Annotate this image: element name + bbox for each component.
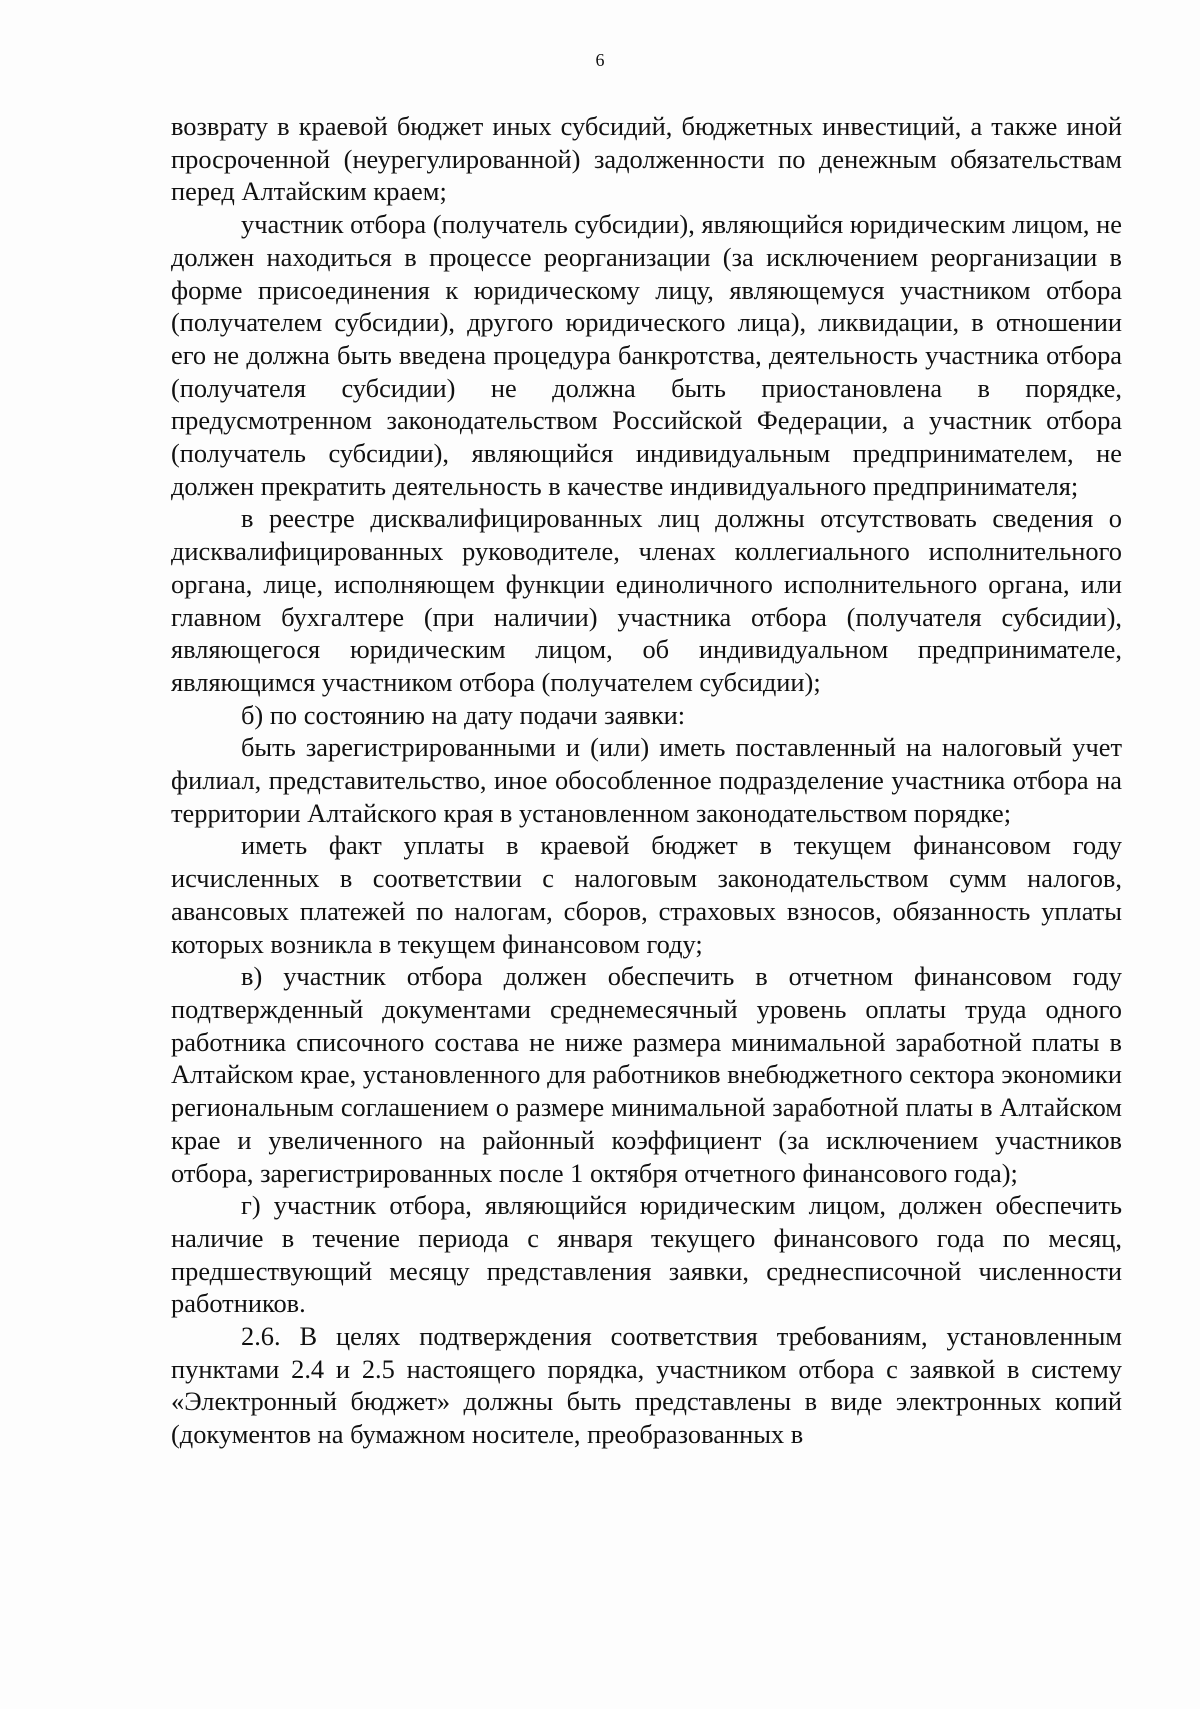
paragraph-2-6: 2.6. В целях подтверждения соответствия требованиям, установленным пунктами 2.4 и 2.5 настоящего порядка, участником отбора с заявкой в систему «Электронный бюджет» должны быть представлены в виде электронных копий (документов на бумажном носителе, преобразованных в: [171, 1321, 1122, 1450]
paragraph-tax-payment: иметь факт уплаты в краевой бюджет в текущем финансовом году исчисленных в соответствии с налоговым законодательством сумм налогов, авансовых платежей по налогам, сборов, страховых взносов, обязанность уплаты которых возникла в текущем финансовом году;: [171, 830, 1122, 959]
paragraph-reorganization: участник отбора (получатель субсидии), являющийся юридическим лицом, не должен находиться в процессе реорганизации (за исключением реорганизации в форме присоединения к юридическому лицу, являющемуся участником отбора (получателем субсидии), другого юридического лица), ликвидации, в отношении его не должна быть введена процедура банкротства, деятельность участника отбора (получателя субсидии) не должна быть приостановлена в порядке, предусмотренном законодательством Российской Федерации, а участник отбора (получатель субсидии), являющийся индивидуальным предпринимателем, не должен прекратить деятельность в качестве индивидуального предпринимателя;: [171, 209, 1122, 501]
document-body: [171, 110, 1122, 1451]
paragraph-item-g: г) участник отбора, являющийся юридическим лицом, должен обеспечить наличие в течение периода с января текущего финансового года по месяц, предшествующий месяцу представления заявки, среднесписочной численности работников.: [171, 1190, 1122, 1319]
paragraph-continuation: возврату в краевой бюджет иных субсидий, бюджетных инвестиций, а также иной просроченной (неурегулированной) задолженности по денежным обязательствам перед Алтайским краем;: [171, 111, 1122, 207]
page-number: 6: [595, 50, 605, 70]
paragraph-item-b: б) по состоянию на дату подачи заявки:: [241, 699, 686, 730]
paragraph-disqualified-registry: в реестре дисквалифицированных лиц должны отсутствовать сведения о дисквалифицированных руководителе, членах коллегиального исполнительного органа, лице, исполняющем функции единоличного исполнительного органа, или главном бухгалтере (при наличии) участника отбора (получателя субсидии), являющегося юридическим лицом, об индивидуальном предпринимателе, являющимся участником отбора (получателем субсидии);: [171, 503, 1122, 697]
paragraph-item-v: в) участник отбора должен обеспечить в отчетном финансовом году подтвержденный документами среднемесячный уровень оплаты труда одного работника списочного состава не ниже размера минимальной заработной платы в Алтайском крае, установленного для работников внебюджетного сектора экономики региональным соглашением о размере минимальной заработной платы в Алтайском крае и увеличенного на районный коэффициент (за исключением участников отбора, зарегистрированных после 1 октября отчетного финансового года);: [171, 961, 1122, 1188]
paragraph-registration: быть зарегистрированными и (или) иметь поставленный на налоговый учет филиал, представительство, иное обособленное подразделение участника отбора на территории Алтайского края в установленном законодательством порядке;: [171, 732, 1122, 828]
